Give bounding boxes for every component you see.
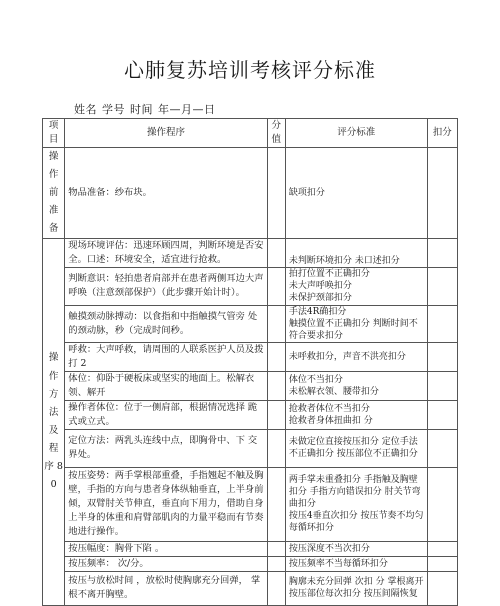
- row-score: [267, 371, 285, 400]
- table-row: [43, 467, 458, 541]
- table-row: [43, 305, 458, 342]
- row-deduct: [427, 400, 457, 429]
- table-row: [43, 371, 458, 400]
- row-score: [267, 238, 285, 267]
- table-row: [43, 238, 458, 267]
- row-deduct: [427, 267, 457, 305]
- table-row: [43, 571, 458, 605]
- row-score: [267, 571, 285, 605]
- header-procedure: 操作程序: [65, 119, 267, 148]
- prep-score: [267, 147, 285, 238]
- row-procedure: 定位方法：两乳头连线中点，即胸骨中、下 交界处。: [65, 429, 267, 467]
- row-deduct: [427, 571, 457, 605]
- row-standard: 抢救者体位不当扣分 抢救者身体扭曲扣 分: [285, 400, 427, 429]
- prep-standard: 缺项扣分: [285, 147, 427, 238]
- name-label: 姓名: [74, 103, 97, 116]
- row-standard: 胸廓未充分回弹 次扣 分 掌根离开按压部位每次扣分 按压间隔恢复: [285, 571, 427, 605]
- row-procedure: 按压频率： 次/分。: [65, 556, 267, 571]
- row-score: [267, 541, 285, 556]
- row-deduct: [427, 429, 457, 467]
- row-standard: 按压频率不当每循环扣分: [285, 556, 427, 571]
- row-procedure: 触摸颈动脉搏动：以食指和中指触摸气管旁 处的颈动脉，秒（完成时间秒。: [65, 305, 267, 342]
- row-procedure: 按压幅度：胸骨下陷 。: [65, 541, 267, 556]
- row-standard: 未判断环境扣分 未口述扣分: [285, 238, 427, 267]
- row-standard: 体位不当扣分 未松解衣领、腰带扣分: [285, 371, 427, 400]
- row-deduct: [427, 343, 457, 372]
- row-standard: 未做定位直接按压扣分 定位手法不正确扣分 按压部位不正确扣分: [285, 429, 427, 467]
- row-deduct: [427, 556, 457, 571]
- prep-procedure: 物品准备：纱布块。: [65, 147, 267, 238]
- scoring-table: [42, 118, 458, 606]
- row-procedure: 呼救：大声呼救，请周围的人联系医护人员及拨打 2: [65, 343, 267, 372]
- row-procedure: 按压与放松时间 ，放松时使胸廓充分回弹， 掌根不离开胸壁。: [65, 571, 267, 605]
- row-procedure: 按压姿势：两手掌根部重叠，手指翘起不触及胸壁，手指的方向与患者身体纵轴垂直，上半身前倾，双臂肘关节伸直，垂直向下用力，借助自身上半身的体重和肩臂部肌肉的力量平稳而有节奏地进行操作。: [65, 467, 267, 541]
- row-score: [267, 429, 285, 467]
- table-row: [43, 267, 458, 305]
- student-id-label: 学号: [102, 103, 125, 116]
- row-procedure: 现场环境评估：迅速环顾四周，判断环境是否安全。口述：环境安全，适宜进行抢救。: [65, 238, 267, 267]
- row-standard: 按压深度不当次扣分: [285, 541, 427, 556]
- method-item-label: 操 作 方 法 及 程 序 80: [43, 238, 65, 605]
- row-score: [267, 267, 285, 305]
- time-label: 时间: [130, 103, 153, 116]
- row-procedure: 体位：仰卧于硬板床或坚实的地面上。松解衣领、解开: [65, 371, 267, 400]
- date-label: 年—月—日: [158, 103, 216, 116]
- row-score: [267, 343, 285, 372]
- header-standard: 评分标准: [285, 119, 427, 148]
- row-standard: 拍打位置不正确扣分 未大声呼唤扣分 未保护颈部扣分: [285, 267, 427, 305]
- page-title: 心肺复苏培训考核评分标准: [124, 58, 376, 82]
- row-deduct: [427, 305, 457, 342]
- row-standard: 手法4R确扣分 触摸位置不正确扣分 判断时间不符合要求扣分: [285, 305, 427, 342]
- candidate-info-line: [74, 101, 221, 117]
- row-score: [267, 556, 285, 571]
- row-score: [267, 467, 285, 541]
- table-row: [43, 429, 458, 467]
- prep-item-label: 操 作 前 准 备: [43, 147, 65, 238]
- table-row: [43, 400, 458, 429]
- header-deduct: 扣分: [427, 119, 457, 148]
- table-row: [43, 541, 458, 556]
- row-score: [267, 305, 285, 342]
- table-row: [43, 147, 458, 238]
- table-header-row: [43, 119, 458, 148]
- header-item: 项 目: [43, 119, 65, 148]
- row-deduct: [427, 238, 457, 267]
- table-row: [43, 343, 458, 372]
- row-score: [267, 400, 285, 429]
- table-row: [43, 556, 458, 571]
- row-standard: 两手掌未重叠扣分 手指触及胸壁扣分 手指方向错误扣分 肘关节弯曲扣分 按压4垂直次扣分 按压节奏不均匀每循环扣分: [285, 467, 427, 541]
- prep-deduct: [427, 147, 457, 238]
- row-procedure: 判断意识：轻拍患者肩部并在患者两侧耳边大声呼唤（注意颈部保护）（此步骤开始计时）。: [65, 267, 267, 305]
- row-deduct: [427, 467, 457, 541]
- row-procedure: 操作者体位：位于一侧肩部，根据情况选择 跪式或立式。: [65, 400, 267, 429]
- header-score: 分 值: [267, 119, 285, 148]
- row-deduct: [427, 541, 457, 556]
- row-deduct: [427, 371, 457, 400]
- row-standard: 未呼救扣分，声音不洪亮扣分: [285, 343, 427, 372]
